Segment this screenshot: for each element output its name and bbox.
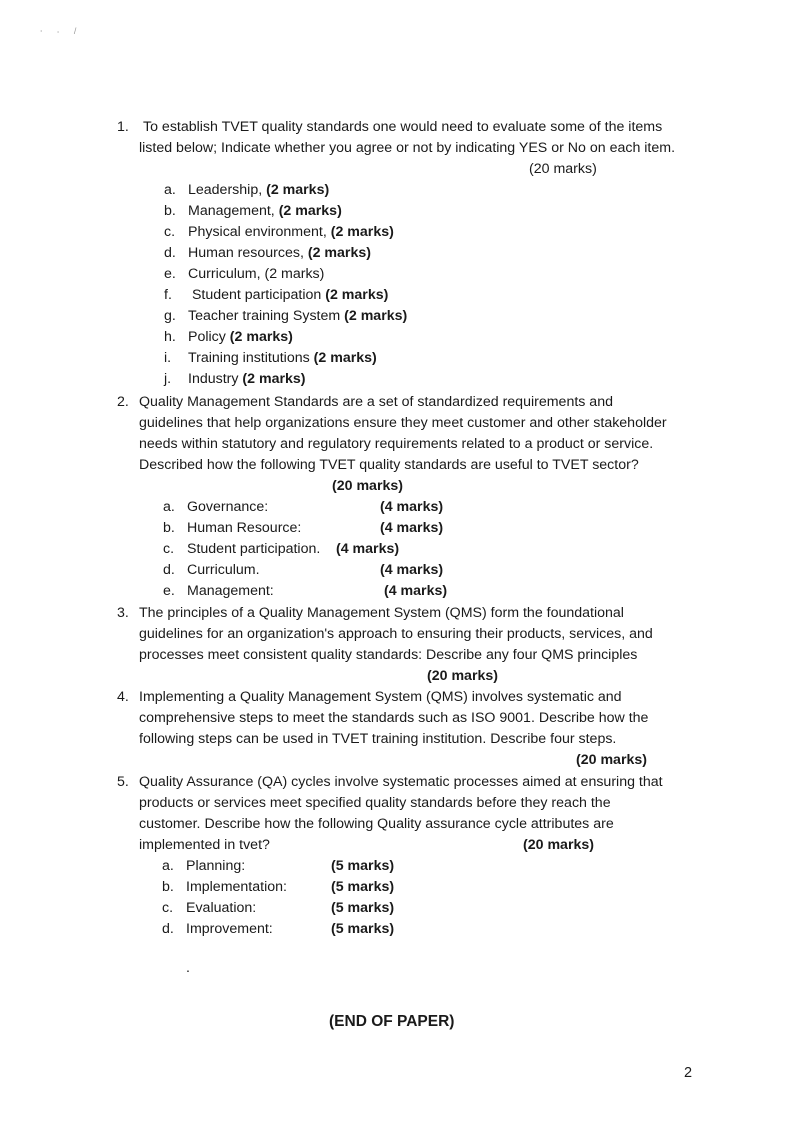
sub-item — [162, 919, 273, 939]
sub-item-letter: d. — [163, 562, 175, 578]
sub-item-letter: a. — [164, 182, 176, 198]
sub-item-letter: c. — [162, 900, 174, 916]
sub-item-marks: (2 marks) — [264, 266, 325, 282]
sub-item-text: Management: — [187, 583, 274, 599]
question-number: 5. — [117, 774, 129, 790]
sub-item-marks: (2 marks) — [266, 182, 330, 198]
question-text-line: Implementing a Quality Management System (QMS) involves systematic and — [139, 689, 622, 705]
sub-item-text: Teacher training System — [188, 308, 345, 324]
sub-item — [164, 348, 377, 368]
sub-item-text: Physical environment, — [188, 224, 331, 240]
question-number: 1. — [117, 119, 129, 135]
sub-item-marks: (5 marks) — [331, 900, 395, 916]
sub-item-text: Management, — [188, 203, 279, 219]
sub-item-text: Training institutions — [188, 350, 314, 366]
sub-item-letter: g. — [164, 308, 176, 324]
sub-item — [164, 201, 342, 221]
question-text-line: listed below; Indicate whether you agree or not by indicating YES or No on each item. — [139, 140, 676, 156]
sub-item-letter: a. — [163, 499, 175, 515]
sub-item-text: Human Resource: — [187, 520, 302, 536]
sub-item-marks: (5 marks) — [331, 858, 395, 874]
sub-item — [164, 264, 324, 284]
question-text-line: customer. Describe how the following Quality assurance cycle attributes are — [139, 816, 614, 832]
sub-item-text: Student participation. — [187, 541, 321, 557]
sub-item-marks: (5 marks) — [331, 879, 395, 895]
sub-item-text: Policy — [188, 329, 230, 345]
question-total-marks: (20 marks) — [576, 752, 647, 768]
sub-item — [164, 180, 329, 200]
question-text-line: implemented in tvet? — [139, 837, 270, 853]
sub-item-letter: a. — [162, 858, 174, 874]
sub-item — [163, 581, 274, 601]
sub-item-letter: c. — [164, 224, 176, 240]
sub-item-letter: h. — [164, 329, 176, 345]
question-text-line: Quality Management Standards are a set of standardized requirements and — [139, 394, 613, 410]
sub-item-marks: (4 marks) — [380, 520, 444, 536]
stray-dot: . — [186, 960, 190, 976]
end-of-paper: (END OF PAPER) — [329, 1013, 455, 1030]
sub-item-text: Implementation: — [186, 879, 287, 895]
sub-item-letter: f. — [164, 287, 172, 303]
question-text-line: Quality Assurance (QA) cycles involve systematic processes aimed at ensuring that — [139, 774, 663, 790]
sub-item — [163, 518, 301, 538]
sub-item — [164, 222, 394, 242]
sub-item-letter: j. — [164, 371, 172, 387]
question-text-line: guidelines that help organizations ensure they meet customer and other stakeholder — [139, 415, 667, 431]
sub-item-letter: e. — [163, 583, 175, 599]
sub-item-marks: (2 marks) — [325, 287, 389, 303]
sub-item-marks: (4 marks) — [380, 562, 444, 578]
question-total-marks: (20 marks) — [523, 837, 594, 853]
sub-item-text: Curriculum, — [188, 266, 265, 282]
question-total-marks: (20 marks) — [427, 668, 498, 684]
sub-item-letter: b. — [162, 879, 174, 895]
question-text-line: processes meet consistent quality standards: Describe any four QMS principles — [139, 647, 638, 663]
page-number: 2 — [684, 1065, 693, 1081]
sub-item-letter: i. — [164, 350, 172, 366]
sub-item — [164, 243, 371, 263]
question-text-line: following steps can be used in TVET training institution. Describe four steps. — [139, 731, 617, 747]
question-text-line: The principles of a Quality Management System (QMS) form the foundational — [139, 605, 624, 621]
question-total-marks: (20 marks) — [529, 161, 597, 177]
question-number: 3. — [117, 605, 129, 621]
question-text-line: To establish TVET quality standards one would need to evaluate some of the items — [143, 119, 663, 135]
scan-mark: ⸱ ⸳ / — [40, 26, 83, 36]
question-text-line: needs within statutory and regulatory requirements related to a product or service. — [139, 436, 654, 452]
sub-item-marks: (4 marks) — [384, 583, 448, 599]
sub-item-marks: (2 marks) — [330, 224, 394, 240]
sub-item-text: Industry — [188, 371, 243, 387]
sub-item-marks: (4 marks) — [336, 541, 400, 557]
sub-item-text: Planning: — [186, 858, 246, 874]
sub-item-letter: e. — [164, 266, 176, 282]
sub-item — [162, 856, 245, 876]
sub-item — [164, 306, 407, 326]
sub-item-text: Evaluation: — [186, 900, 257, 916]
sub-item-marks: (2 marks) — [278, 203, 342, 219]
sub-item-marks: (2 marks) — [242, 371, 306, 387]
question-text-line: comprehensive steps to meet the standards such as ISO 9001. Describe how the — [139, 710, 649, 726]
sub-item-marks: (4 marks) — [380, 499, 444, 515]
sub-item — [164, 327, 293, 347]
question-total-marks: (20 marks) — [332, 478, 403, 494]
sub-item-marks: (2 marks) — [344, 308, 408, 324]
sub-item-letter: b. — [163, 520, 175, 536]
sub-item-letter: d. — [164, 245, 176, 261]
sub-item-text: Human resources, — [188, 245, 308, 261]
question-text-line: guidelines for an organization's approach to ensuring their products, services, and — [139, 626, 653, 642]
sub-item-marks: (2 marks) — [229, 329, 293, 345]
sub-item — [162, 898, 256, 918]
sub-item — [163, 539, 320, 559]
sub-item-text: Improvement: — [186, 921, 273, 937]
sub-item-letter: c. — [163, 541, 175, 557]
sub-item — [163, 497, 268, 517]
question-number: 4. — [117, 689, 129, 705]
sub-item-text: Curriculum. — [187, 562, 260, 578]
sub-item-marks: (2 marks) — [307, 245, 371, 261]
sub-item-text: Governance: — [187, 499, 269, 515]
question-number: 2. — [117, 394, 129, 410]
sub-item-marks: (5 marks) — [331, 921, 395, 937]
sub-item-text: Leadership, — [188, 182, 267, 198]
question-text-line: Described how the following TVET quality standards are useful to TVET sector? — [139, 457, 639, 473]
sub-item-text: Student participation — [188, 287, 326, 303]
sub-item-marks: (2 marks) — [313, 350, 377, 366]
sub-item — [163, 560, 260, 580]
question-text-line: products or services meet specified quality standards before they reach the — [139, 795, 611, 811]
sub-item — [162, 877, 287, 897]
sub-item — [164, 369, 306, 389]
sub-item — [164, 285, 388, 305]
sub-item-letter: d. — [162, 921, 174, 937]
sub-item-letter: b. — [164, 203, 176, 219]
